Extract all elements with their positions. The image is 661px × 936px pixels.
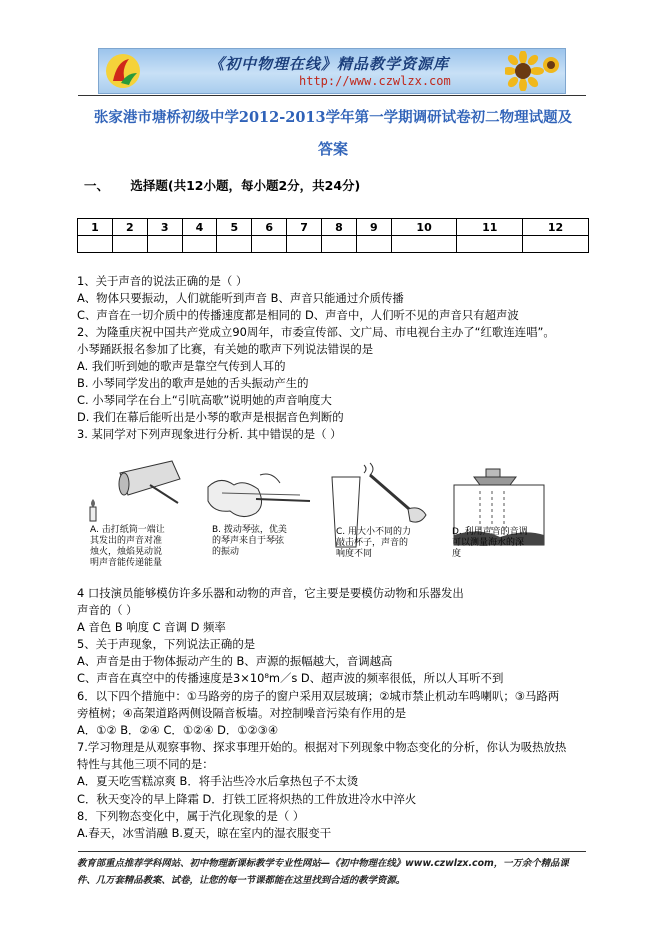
answer-row (78, 236, 589, 253)
banner-url[interactable]: http://www.czwlzx.com (299, 74, 451, 88)
figure-d-caption: D. 利用声音的音调可以测量海水的深度 (452, 527, 528, 559)
answer-cell[interactable] (287, 236, 322, 253)
question-line: 7.学习物理是从观察事物、探求事理开始的。根据对下列现象中物态变化的分析，你认为吸热放热 (77, 740, 567, 754)
table-cell: 4 (182, 219, 217, 236)
question-line: 1、关于声音的说法正确的是（ ） (77, 274, 248, 288)
table-cell: 11 (457, 219, 523, 236)
answer-table-header (78, 219, 589, 236)
table-cell: 10 (391, 219, 457, 236)
answer-cell[interactable] (182, 236, 217, 253)
answer-cell[interactable] (252, 236, 287, 253)
table-cell: 5 (217, 219, 252, 236)
footer-line: 教育部重点推荐学科网站、初中物理新课标教学专业性网站—《初中物理在线》www.czwlzx.com，一万余个精品课 (77, 858, 569, 869)
page-title-cont: 答案 (317, 140, 348, 158)
header-rule (78, 95, 586, 96)
question-line: 声音的（ ） (77, 603, 138, 617)
table-cell: 7 (287, 219, 322, 236)
question-line: C．秋天变冷的早上降霜 D．打铁工匠将炽热的工件放进冷水中淬火 (77, 792, 417, 806)
answer-cell[interactable] (356, 236, 391, 253)
question-line: C. 小琴同学在台上“引吭高歌”说明她的声音响度大 (77, 393, 332, 407)
table-cell: 1 (78, 219, 113, 236)
section-title: 选择题(共12小题，每小题2分，共24分) (130, 178, 361, 193)
answer-cell[interactable] (523, 236, 589, 253)
question-line: A、物体只要振动，人们就能听到声音 B、声音只能通过介质传播 (77, 291, 404, 305)
question-line: 5、关于声现象，下列说法正确的是 (77, 637, 256, 651)
question-line: A.春天，冰雪消融 B.夏天，晾在室内的湿衣服变干 (77, 826, 332, 840)
table-cell: 12 (523, 219, 589, 236)
sunflower-icon (505, 51, 563, 91)
answer-table (77, 218, 589, 253)
question-line: 4 口技演员能够模仿许多乐器和动物的声音，它主要是要模仿动物和乐器发出 (77, 586, 464, 600)
section-heading (84, 176, 360, 194)
figure-a-caption: A. 击打纸筒一端让其发出的声音对准烛火，烛焰晃动说明声音能传递能量 (90, 525, 165, 568)
answer-cell[interactable] (147, 236, 182, 253)
banner-title: 《初中物理在线》精品教学资源库 (209, 55, 450, 73)
table-cell: 9 (356, 219, 391, 236)
figure-c-caption: C. 用大小不同的力敲击杯子，声音的响度不同 (336, 527, 412, 559)
question-line: 特性与其他三项不同的是： (77, 757, 214, 771)
answer-cell[interactable] (322, 236, 357, 253)
question-line: C、声音在真空中的传播速度是3×10⁸m／s D、超声波的频率很低，所以人耳听不到 (77, 671, 504, 685)
question-line: A 音色 B 响度 C 音调 D 频率 (77, 620, 226, 634)
question-line: 6．以下四个措施中：①马路旁的房子的窗户采用双层玻璃；②城市禁止机动车鸣喇叭；③马路两 (77, 689, 560, 703)
site-logo-icon (103, 51, 143, 91)
question-line: B. 小琴同学发出的歌声是她的舌头振动产生的 (77, 376, 309, 390)
question-line: 小琴踊跃报名参加了比赛，有关她的歌声下列说法错误的是 (77, 342, 374, 356)
section-number: 一、 (84, 178, 110, 193)
question-line: D. 我们在幕后能听出是小琴的歌声是根据音色判断的 (77, 410, 344, 424)
answer-cell[interactable] (457, 236, 523, 253)
table-cell: 3 (147, 219, 182, 236)
figure-b-caption: B. 拨动琴弦，优美的琴声来自于琴弦的振动 (212, 525, 287, 557)
question-line: A．①② B．②④ C．①②④ D．①②③④ (77, 723, 279, 737)
answer-cell[interactable] (391, 236, 457, 253)
answer-cell[interactable] (217, 236, 252, 253)
answer-cell[interactable] (112, 236, 147, 253)
site-banner (98, 48, 566, 94)
table-cell: 6 (252, 219, 287, 236)
table-cell: 2 (112, 219, 147, 236)
question-line: 旁植树；④高架道路两侧设隔音板墙。对控制噪音污染有作用的是 (77, 706, 407, 720)
question-line: C、声音在一切介质中的传播速度都是相同的 D、声音中，人们听不见的声音只有超声波 (77, 308, 519, 322)
question-line: 3. 某同学对下列声现象进行分析. 其中错误的是（ ） (77, 427, 342, 441)
footer-rule (78, 851, 586, 852)
page-title: 张家港市塘桥初级中学2012-2013学年第一学期调研试卷初二物理试题及 (93, 109, 573, 126)
question-line: 2、为隆重庆祝中国共产党成立90周年，市委宣传部、文广局、市电视台主办了“红歌连连唱”。 (77, 325, 555, 339)
page-footer (77, 855, 589, 889)
answer-cell[interactable] (78, 236, 113, 253)
table-cell: 8 (322, 219, 357, 236)
question-line: A、声音是由于物体振动产生的 B、声源的振幅越大，音调越高 (77, 654, 393, 668)
question-line: A．夏天吃雪糕凉爽 B．将手沾些冷水后拿热包子不太烫 (77, 774, 359, 788)
footer-line: 件、几万套精品教案、试卷，让您的每一节课都能在这里找到合适的教学资源。 (77, 875, 406, 886)
question-line: 8．下列物态变化中，属于汽化现象的是（ ） (77, 809, 305, 823)
question-line: A. 我们听到她的歌声是靠空气传到人耳的 (77, 359, 286, 373)
